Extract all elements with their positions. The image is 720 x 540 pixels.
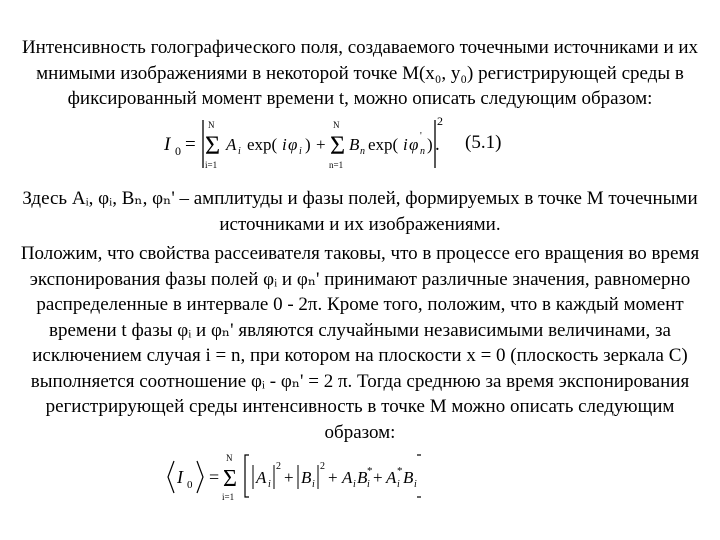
eq1-lhs: I	[164, 134, 171, 155]
equation-average-intensity	[165, 447, 425, 512]
eq1-sum2-top: N	[333, 120, 340, 130]
eq1-lhs-sub: 0	[175, 144, 181, 158]
eq1-trailing-dot: .	[435, 134, 440, 155]
equation-average-formula	[165, 447, 425, 507]
eq2-ab: A	[342, 468, 353, 487]
eq2-ab-b-sub: i	[367, 479, 370, 490]
eq1-sum2-sigma: Σ	[330, 131, 346, 160]
eq1-term2-sub: n	[360, 146, 365, 157]
eq1-power: 2	[437, 114, 443, 128]
eq1-phase2-sub: n	[420, 146, 425, 157]
eq1-equals: =	[185, 134, 196, 155]
eq2-ab-sub: i	[353, 479, 356, 490]
eq2-ba: A	[386, 468, 397, 487]
eq1-term1: A	[226, 135, 237, 154]
eq2-b: B	[301, 468, 312, 487]
eq1-sum1-bottom: i=1	[205, 160, 218, 170]
svg-text:': '	[420, 131, 422, 142]
eq1-phase2: φ	[409, 135, 419, 154]
eq2-plus2: +	[328, 468, 338, 487]
eq1-phase1-sub: i	[299, 146, 302, 157]
eq1-sum1-top: N	[208, 120, 215, 130]
svg-text:i: i	[403, 135, 408, 154]
intro-paragraph: Интенсивность голографического поля, создаваемого точечными источниками и их мнимыми изображениями в некоторой точке M(x₀, y₀) регистрирующей среды в фиксированный момент времени t, можно описать следующим образом:	[21, 37, 699, 109]
eq1-plus: +	[316, 135, 326, 154]
eq2-sum-bottom: i=1	[222, 492, 235, 502]
equation-5-1	[160, 112, 440, 179]
eq1-phase1: φ	[288, 135, 298, 154]
eq2-lhs: I	[177, 467, 183, 487]
eq2-a: A	[256, 468, 267, 487]
eq1-exp1: exp(	[247, 135, 278, 154]
eq2-ba-b-sub: i	[414, 479, 417, 490]
eq2-star2: *	[397, 465, 403, 477]
eq2-sq: 2	[276, 461, 281, 472]
eq1-sum2-bottom: n=1	[329, 160, 344, 170]
eq2-plus3: +	[373, 468, 383, 487]
eq1-term1-sub: i	[238, 146, 241, 157]
eq1-sum1-sigma: Σ	[205, 131, 221, 160]
definition-paragraph: Здесь Aᵢ, φᵢ, Bₙ, φₙ' – амплитуды и фазы полей, формируемых в точке M точечными источниками и их изображениями.	[22, 188, 698, 235]
svg-text:i: i	[282, 135, 287, 154]
eq2-ba-sub: i	[397, 479, 400, 490]
eq1-close1: )	[305, 135, 311, 154]
eq2-plus: +	[284, 468, 294, 487]
eq1-term2: B	[349, 135, 360, 154]
eq2-lhs-sub: 0	[187, 479, 193, 491]
eq2-sigma: Σ	[223, 466, 237, 492]
eq2-sq2: 2	[320, 461, 325, 472]
eq2-ba-b: B	[403, 468, 414, 487]
assumption-paragraph: Положим, что свойства рассеивателя таковы, что в процессе его вращения во время экспонирования фазы полей φᵢ и φₙ' принимают различные значения, равномерно распределенные в интервале 0 - 2π. Кроме того, положим, что в каждый момент времени t фазы φᵢ и φₙ' являются случайными независимыми величинами, за исключением случая i = n, при котором на плоскости x = 0 (плоскость зеркала С) выполняется соотношение φᵢ - φₙ' = 2 π. Тогда среднюю за время экспонирования регистрирующей среды интенсивность в точке M можно описать следующим образом:	[20, 243, 700, 443]
eq2-equals: =	[209, 467, 220, 487]
eq2-a-sub: i	[268, 479, 271, 490]
eq2-ab-b: B	[357, 468, 368, 487]
eq2-sum-top: N	[226, 453, 233, 463]
eq1-exp2: exp(	[368, 135, 399, 154]
eq2-b-sub: i	[312, 479, 315, 490]
equation-5-1-formula	[160, 112, 440, 174]
equation-number: (5.1)	[465, 132, 502, 153]
eq2-star: *	[367, 465, 373, 477]
eq1-close2: )	[427, 135, 433, 154]
